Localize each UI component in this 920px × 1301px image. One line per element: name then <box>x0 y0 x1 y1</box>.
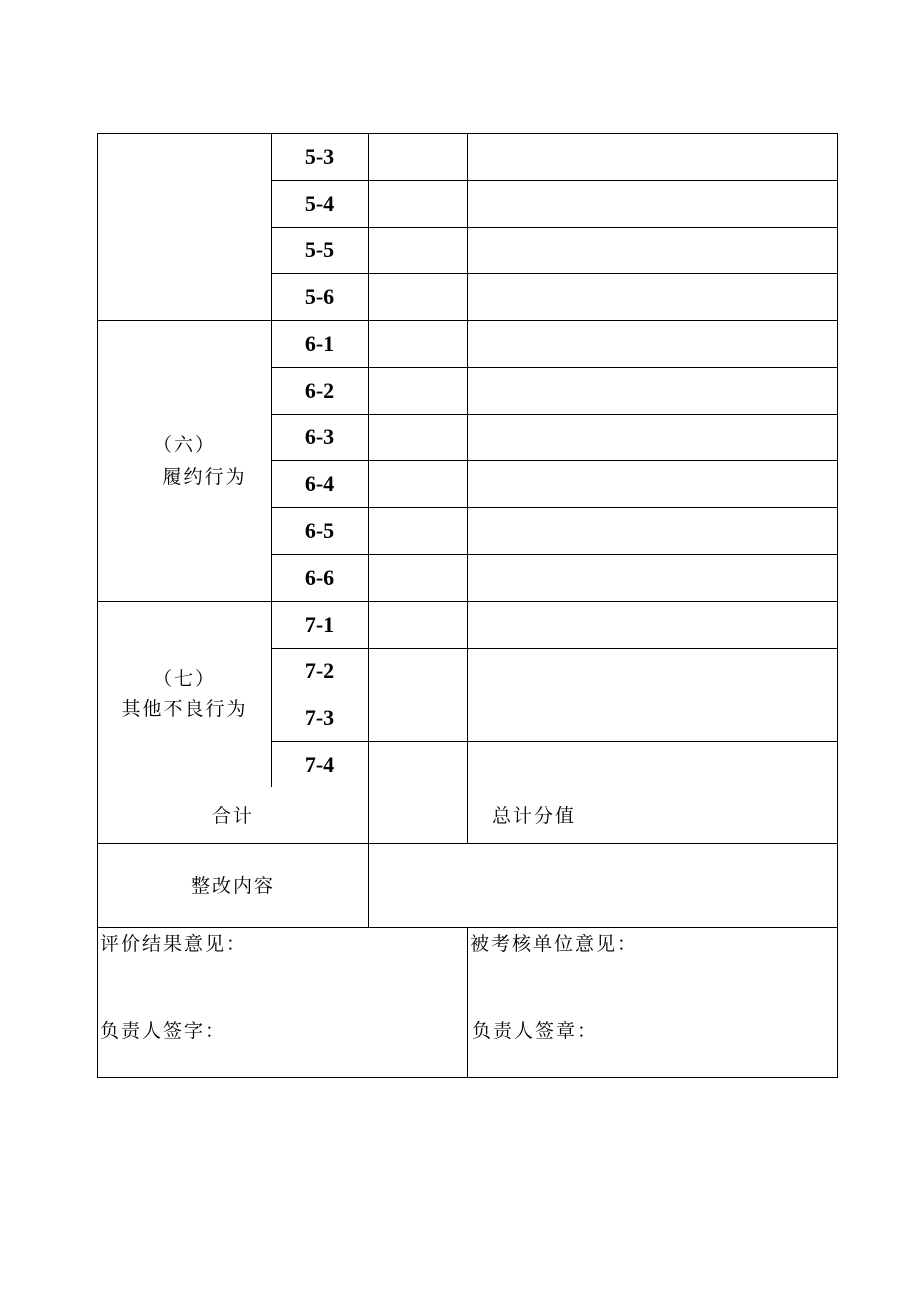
row-divider <box>271 414 838 415</box>
row-divider <box>271 741 838 742</box>
group-six-title: 履约行为 <box>162 466 247 488</box>
item-code: 5-6 <box>304 284 335 309</box>
row-divider <box>271 227 838 228</box>
row-divider <box>271 460 838 461</box>
category-column-divider <box>271 133 272 787</box>
row-divider <box>271 273 838 274</box>
item-code: 7-2 <box>304 658 335 683</box>
item-code: 6-6 <box>304 565 335 590</box>
opinion-column-divider <box>467 927 468 1078</box>
eval-signer-label: 负责人签字： <box>100 1020 227 1042</box>
table-left-border <box>97 133 98 1078</box>
total-score-label: 总计分值 <box>492 805 577 827</box>
row-divider <box>271 367 838 368</box>
unit-opinion-label: 被考核单位意见： <box>470 933 639 955</box>
row-divider <box>271 554 838 555</box>
table-right-border <box>837 133 838 1078</box>
total-label: 合计 <box>212 805 255 827</box>
eval-result-label: 评价结果意见： <box>100 933 248 955</box>
item-code: 6-1 <box>304 331 335 356</box>
item-code: 6-3 <box>304 424 335 449</box>
group-seven-number: （七） <box>152 668 216 690</box>
item-code: 5-5 <box>304 237 335 262</box>
row-divider <box>271 648 838 649</box>
item-code: 7-3 <box>304 705 335 730</box>
row-divider <box>271 507 838 508</box>
item-code: 7-1 <box>304 612 335 637</box>
item-code: 6-2 <box>304 378 335 403</box>
group-seven-title: 其他不良行为 <box>121 698 248 720</box>
item-code: 6-4 <box>304 471 335 496</box>
group-six-number: （六） <box>152 434 216 456</box>
row-divider <box>271 180 838 181</box>
item-code: 6-5 <box>304 518 335 543</box>
total-row-bottom-border <box>97 843 838 844</box>
item-code: 7-4 <box>304 752 335 777</box>
item-code: 5-3 <box>304 144 335 169</box>
rectify-label: 整改内容 <box>190 875 275 897</box>
unit-signer-label: 负责人签章： <box>472 1020 599 1042</box>
item-code: 5-4 <box>304 191 335 216</box>
score-column-divider <box>467 133 468 843</box>
code-column-divider <box>368 133 369 927</box>
